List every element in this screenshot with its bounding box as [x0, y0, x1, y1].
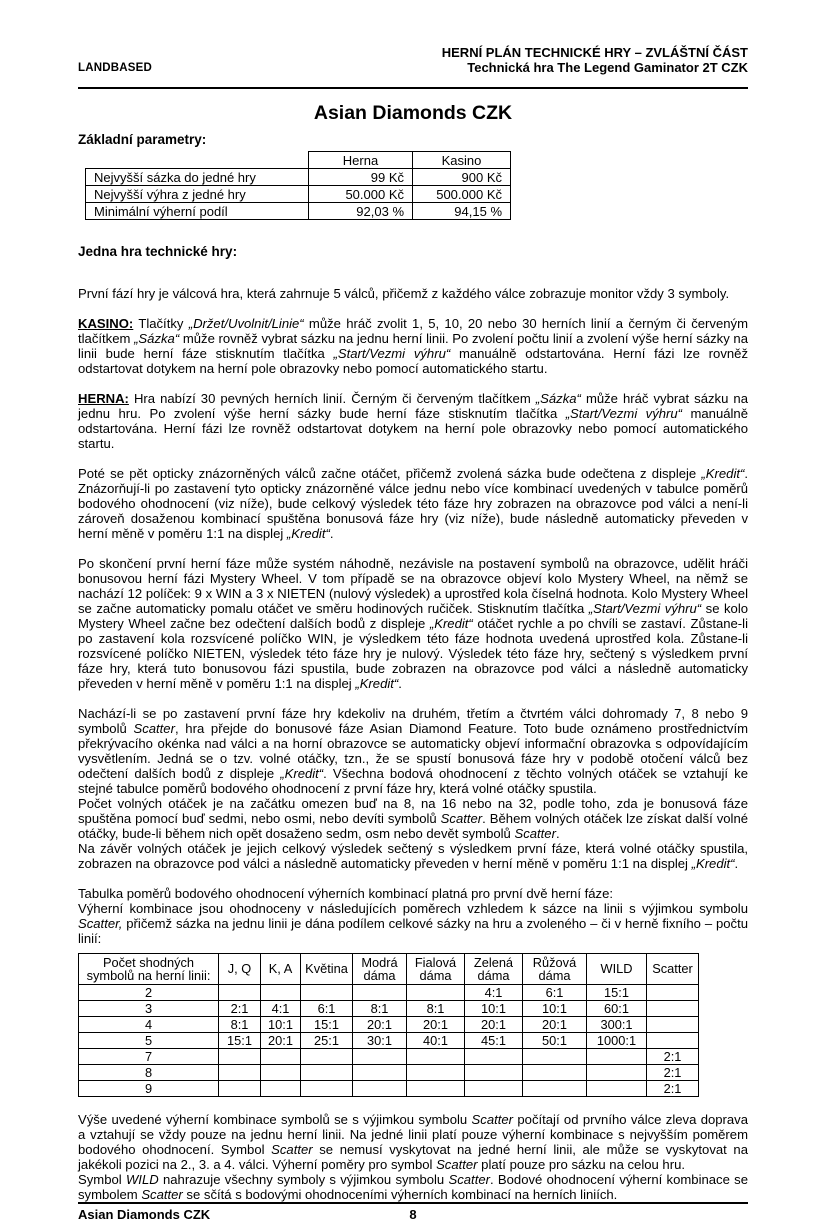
text-run: Na závěr volných otáček je jejich celkový výsledek sečtený s výsledkem první fáze, která volné otáčky spustila, zobrazen na obrazovce pod válci a následně automaticky převeden v herní měně v poměru 1:1 na displej — [78, 841, 748, 871]
column-header: Fialová dáma — [407, 954, 465, 985]
text-run: Hra nabízí 30 pevných herních linií. Černým či červeným tlačítkem — [128, 391, 536, 406]
table-cell: 6:1 — [301, 1001, 353, 1017]
text-run: se nemusí vyskytovat na jedné herní linii, ale může se vyskytovat na jakékoli pozici na 2., 3. a 4. válci. Výherní poměry pro symbol — [78, 1142, 748, 1172]
table-cell — [301, 1081, 353, 1097]
paragraph-winning-combinations — [78, 1112, 748, 1172]
column-header: Květina — [301, 954, 353, 985]
table-cell: 2:1 — [219, 1001, 261, 1017]
text-run: Po skončení první herní fáze může systém náhodně, nezávisle na postavení symbolů na obrazovce, udělit hráči bonusovou herní fázi Mystery Wheel. V tom případě se na obrazovce objeví kolo Mystery Wheel, na němž se nachází 12 políček: 9 x WIN a 3 x NIETEN (nulový výsledek) a uprostřed kola číselná hodnota. Kolo Mystery Wheel se začne automaticky pomalu otáčet ve směru hodinových ručiček. Stisknutím tlačítka — [78, 556, 748, 616]
text-run: První fází hry je válcová hra, která zahrnuje 5 válců, přičemž z každého válce zobrazuje monitor vždy 3 symboly. — [78, 286, 730, 301]
text-run: „Kredit“ — [429, 616, 473, 631]
text-run: se kolo Mystery Wheel začne bez odečtení dalších bodů z displeje — [78, 601, 749, 631]
table-row — [79, 1065, 699, 1081]
table-cell: 20:1 — [353, 1017, 407, 1033]
column-header: Počet shodných symbolů na herní linii: — [79, 954, 219, 985]
table-cell — [407, 1065, 465, 1081]
section-heading: Jedna hra technické hry: — [78, 244, 238, 259]
text-run: „Sázka“ — [134, 331, 180, 346]
paragraph-free-spins-count — [78, 796, 748, 841]
table-cell: 60:1 — [587, 1001, 647, 1017]
text-run: Nachází-li se po zastavení první fáze hry kdekoliv na druhém, třetím a čtvrtém válci dohromady 7, 8 nebo 9 symbolů — [78, 706, 748, 736]
table-row — [79, 1081, 699, 1097]
table-cell: 900 Kč — [413, 169, 511, 186]
table-cell: 50.000 Kč — [309, 186, 413, 203]
table-row — [86, 169, 511, 186]
table-cell — [301, 985, 353, 1001]
table-cell — [219, 1065, 261, 1081]
table-cell: 99 Kč — [309, 169, 413, 186]
table-cell: 4 — [79, 1017, 219, 1033]
table-cell: 15:1 — [301, 1017, 353, 1033]
text-run: otáčet rychle a po chvíli se zastaví. Zůstane-li po zastavení kola rozsvícené políčko WIN, je výsledkem této fáze hodnota uvedená uprostřed kola. Zůstane-li rozsvícené políčko NIETEN, výsledek této fáze hry je nulový. Výsledek této fáze hry, sečtený s výsledkem první fáze hry, která tuto bonusovou fázi spustila, bude zobrazen na obrazovce pod válci a následně automaticky převeden v herní měně v poměru 1:1 na displej — [78, 616, 748, 691]
table-cell — [261, 1081, 301, 1097]
text-run: Scatter — [133, 721, 175, 736]
table-cell: 10:1 — [261, 1017, 301, 1033]
table-cell — [647, 1001, 699, 1017]
text-run: „Sázka“ — [535, 391, 581, 406]
table-cell — [353, 1081, 407, 1097]
table-cell — [587, 1065, 647, 1081]
table-cell: 15:1 — [219, 1033, 261, 1049]
table-cell — [465, 1081, 523, 1097]
text-run: , hra přejde do bonusové fáze Asian Diamond Feature. Toto bude oznámeno prostřednictvím překrývacího okénka nad válci a na horní obrazovce se automaticky objeví informační obrazovka s odpovídajícím vysvětlením. Jedná se o tzv. volné otáčky, tzn., že se spustí bonusová fáze hry v podobě otočení válců bez odečtení dalších bodů z displeje — [78, 721, 748, 781]
table-cell — [219, 1049, 261, 1065]
table-cell: 50:1 — [523, 1033, 587, 1049]
table-cell — [353, 985, 407, 1001]
table-cell: 20:1 — [261, 1033, 301, 1049]
table-cell: 1000:1 — [587, 1033, 647, 1049]
table-cell: 20:1 — [523, 1017, 587, 1033]
text-run: přičemž sázka na jednu linii je dána podílem celkové sázky na hru a zvoleného – či v herně fixního – počtu linií: — [78, 916, 748, 946]
header-title-line2: Technická hra The Legend Gaminator 2T CZK — [467, 60, 748, 75]
text-run: se sčítá s bodovými ohodnoceními výherních kombinací na herních liniích. — [182, 1187, 618, 1202]
text-run: Scatter — [448, 1172, 490, 1187]
table-cell: 10:1 — [523, 1001, 587, 1017]
table-cell — [587, 1081, 647, 1097]
table-cell: 8:1 — [407, 1001, 465, 1017]
table-cell — [407, 985, 465, 1001]
table-cell — [587, 1049, 647, 1065]
table-cell: 15:1 — [587, 985, 647, 1001]
footer-game-name: Asian Diamonds CZK — [78, 1207, 211, 1222]
table-cell — [465, 1049, 523, 1065]
table-cell — [261, 1049, 301, 1065]
text-run: může hráč zvolit 1, 5, 10, 20 nebo 30 herních linií a černým či červeným tlačítkem — [78, 316, 748, 346]
table-cell: 20:1 — [465, 1017, 523, 1033]
params-heading: Základní parametry: — [78, 132, 207, 147]
text-run: manuálně odstartována. Herní fázi lze rovněž odstartovat dotykem na herní pole obrazovky nebo pomocí automatického startu. — [78, 406, 748, 451]
page-title: Asian Diamonds CZK — [313, 102, 513, 124]
table-cell — [523, 1081, 587, 1097]
table-cell — [301, 1065, 353, 1081]
text-run: počítají od prvního válce zleva doprava a vztahují se vždy pouze na jednu herní linii. Na jedné linii platí pouze výherní kombinace s nejvyšším poměrem bodového ohodnocení. Symbol — [78, 1112, 749, 1157]
column-header: Zelená dáma — [465, 954, 523, 985]
text-run: Symbol — [78, 1172, 126, 1187]
table-cell — [219, 985, 261, 1001]
table-cell — [523, 1065, 587, 1081]
table-cell: 2:1 — [647, 1049, 699, 1065]
table-cell: 2:1 — [647, 1065, 699, 1081]
page-footer — [78, 1202, 748, 1223]
text-run: „Držet/Uvolnit/Linie“ — [188, 316, 304, 331]
text-run: nahrazuje všechny symboly s výjimkou symbolu — [158, 1172, 449, 1187]
text-run: manuálně odstartována. Herní fázi lze rovněž odstartovat dotykem na herní pole obrazovky nebo pomocí automatického startu. — [78, 346, 748, 376]
paragraph-paytable-intro — [78, 886, 748, 901]
column-header: Scatter — [647, 954, 699, 985]
table-cell: Nejvyšší sázka do jedné hry — [86, 169, 309, 186]
table-cell — [523, 1049, 587, 1065]
text-run: WILD — [125, 1172, 159, 1187]
column-header: J, Q — [219, 954, 261, 985]
header-title-line1: HERNÍ PLÁN TECHNICKÉ HRY – ZVLÁŠTNÍ ČÁST — [441, 45, 748, 60]
text-run: Výše uvedené výherní kombinace symbolů se s výjimkou symbolu — [78, 1112, 472, 1127]
table-cell — [647, 1033, 699, 1049]
text-run: Poté se pět opticky znázorněných válců začne otáčet, přičemž zvolená sázka bude odečtena z displeje — [78, 466, 702, 481]
page-header — [78, 45, 748, 75]
text-run: „Start/Vezmi výhru“ — [588, 601, 702, 616]
table-cell: 8 — [79, 1065, 219, 1081]
table-cell: 40:1 — [407, 1033, 465, 1049]
text-run: . Bodové ohodnocení výherní kombinace se symbolem — [78, 1172, 748, 1202]
table-cell — [353, 1049, 407, 1065]
text-run: . Znázorňují-li po zastavení tyto opticky znázorněné válce jednu nebo více kombinací uvedených v tabulce poměrů bodového ohodnocení (viz níže), bude celkový výsledek této fáze hry zobrazen na obrazovce pod válci a není-li zároveň dosaženou kombinací spuštěna bonusová fáze hry (viz níže), bude následně automaticky převeden v herní měně v poměru 1:1 na displej — [78, 466, 748, 541]
params-table-body — [86, 169, 511, 220]
paragraph-first-phase — [78, 286, 748, 301]
header-landbased-label: LANDBASED — [78, 62, 152, 74]
footer-page-number: 8 — [409, 1207, 417, 1222]
text-run: KASINO: — [78, 316, 134, 331]
table-cell: 2 — [79, 985, 219, 1001]
params-header-herna: Herna — [309, 152, 413, 169]
text-run: „Start/Vezmi výhru“ — [333, 346, 451, 361]
paragraph-mystery-wheel — [78, 556, 748, 691]
params-header-empty-cell — [86, 152, 309, 169]
text-run: „Kredit“ — [286, 526, 330, 541]
text-run: HERNA: — [78, 391, 129, 406]
text-run: . Během volných otáček lze získat další volné otáčky, bude-li během nich opět dosaženo sedm, osm nebo devět symbolů — [78, 811, 749, 841]
text-run: platí pouze pro sázku na celou hru. — [477, 1157, 685, 1172]
params-header-row — [86, 152, 511, 169]
table-cell: 45:1 — [465, 1033, 523, 1049]
table-cell — [353, 1065, 407, 1081]
text-run: Výherní kombinace jsou ohodnoceny v následujících poměrech vzhledem k sázce na linii s výjimkou symbolu — [78, 901, 748, 916]
table-row — [79, 1049, 699, 1065]
table-cell: 500.000 Kč — [413, 186, 511, 203]
params-table — [85, 151, 511, 220]
text-run: Scatter — [514, 826, 556, 841]
paragraph-herna — [78, 391, 748, 451]
paragraph-free-spins-end — [78, 841, 748, 871]
table-row — [79, 1001, 699, 1017]
header-divider — [78, 87, 748, 89]
params-header-kasino: Kasino — [413, 152, 511, 169]
paragraph-reels — [78, 466, 748, 541]
table-cell: 10:1 — [465, 1001, 523, 1017]
table-cell: 8:1 — [219, 1017, 261, 1033]
table-cell — [465, 1065, 523, 1081]
text-run: Počet volných otáček je na začátku omezen buď na 8, na 16 nebo na 32, podle toho, zda je bonusová fáze spuštěna pomocí buď sedmi, nebo osmi, nebo devíti symbolů — [78, 796, 748, 826]
text-run: . — [734, 856, 739, 871]
table-cell — [219, 1081, 261, 1097]
text-run: „Kredit“ — [701, 466, 745, 481]
table-cell: 25:1 — [301, 1033, 353, 1049]
paragraph-kasino — [78, 316, 748, 376]
table-cell: 92,03 % — [309, 203, 413, 220]
paytable-body — [79, 985, 699, 1097]
column-header: WILD — [587, 954, 647, 985]
table-cell: 9 — [79, 1081, 219, 1097]
paragraph-wild-symbol — [78, 1172, 748, 1202]
paragraph-scatter-feature — [78, 706, 748, 796]
text-run: „Kredit“ — [691, 856, 735, 871]
table-cell: 8:1 — [353, 1001, 407, 1017]
table-cell — [647, 1017, 699, 1033]
text-run: Scatter — [436, 1157, 478, 1172]
column-header: K, A — [261, 954, 301, 985]
table-cell — [407, 1081, 465, 1097]
table-cell — [407, 1049, 465, 1065]
text-run: Scatter — [141, 1187, 183, 1202]
table-cell — [647, 985, 699, 1001]
paytable — [78, 953, 699, 1097]
text-run: . — [398, 676, 402, 691]
paytable-header-row — [79, 954, 699, 985]
column-header: Růžová dáma — [523, 954, 587, 985]
table-cell: 2:1 — [647, 1081, 699, 1097]
table-cell: 6:1 — [523, 985, 587, 1001]
text-run: „Kredit“ — [355, 676, 399, 691]
text-run: . — [555, 826, 560, 841]
text-run: Scatter — [440, 811, 483, 826]
table-cell: 4:1 — [465, 985, 523, 1001]
table-cell: Nejvyšší výhra z jedné hry — [86, 186, 309, 203]
table-cell: 300:1 — [587, 1017, 647, 1033]
header-title-block — [442, 45, 748, 75]
text-run: Scatter — [271, 1142, 313, 1157]
table-row — [79, 1017, 699, 1033]
paragraph-paytable-rules — [78, 901, 748, 946]
table-cell — [261, 985, 301, 1001]
table-cell: 3 — [79, 1001, 219, 1017]
table-row — [86, 186, 511, 203]
table-cell: 4:1 — [261, 1001, 301, 1017]
table-cell — [261, 1065, 301, 1081]
text-run: Scatter — [471, 1112, 514, 1127]
text-run: „Start/Vezmi výhru“ — [565, 406, 683, 421]
text-run: . — [329, 526, 334, 541]
text-run: „Kredit“ — [280, 766, 324, 781]
column-header: Modrá dáma — [353, 954, 407, 985]
table-row — [86, 203, 511, 220]
table-row — [79, 985, 699, 1001]
table-cell: 5 — [79, 1033, 219, 1049]
table-cell — [301, 1049, 353, 1065]
table-cell: 7 — [79, 1049, 219, 1065]
text-run: Tlačítky — [133, 316, 189, 331]
text-run: Scatter, — [78, 916, 123, 931]
table-cell: 94,15 % — [413, 203, 511, 220]
text-run: může hráč vybrat sázku na jednu hru. Po zvolení výše herní sázky bude herní fáze stisknutím tlačítka — [78, 391, 748, 421]
text-run: může rovněž vybrat sázku na jednu herní linii. Po zvolení počtu linií a zvolení výše herní sázky na linii bude herní fáze stisknutím tlačítka — [78, 331, 749, 361]
table-cell: 30:1 — [353, 1033, 407, 1049]
text-run: Tabulka poměrů bodového ohodnocení výherních kombinací platná pro první dvě herní fáze: — [78, 886, 614, 901]
text-run: . Všechna bodová ohodnocení z těchto volných otáček se vztahují ke stejné tabulce poměrů bodového ohodnocení z první fáze hry, která volné otáčky spustila. — [78, 766, 748, 796]
table-row — [79, 1033, 699, 1049]
table-cell: Minimální výherní podíl — [86, 203, 309, 220]
table-cell: 20:1 — [407, 1017, 465, 1033]
